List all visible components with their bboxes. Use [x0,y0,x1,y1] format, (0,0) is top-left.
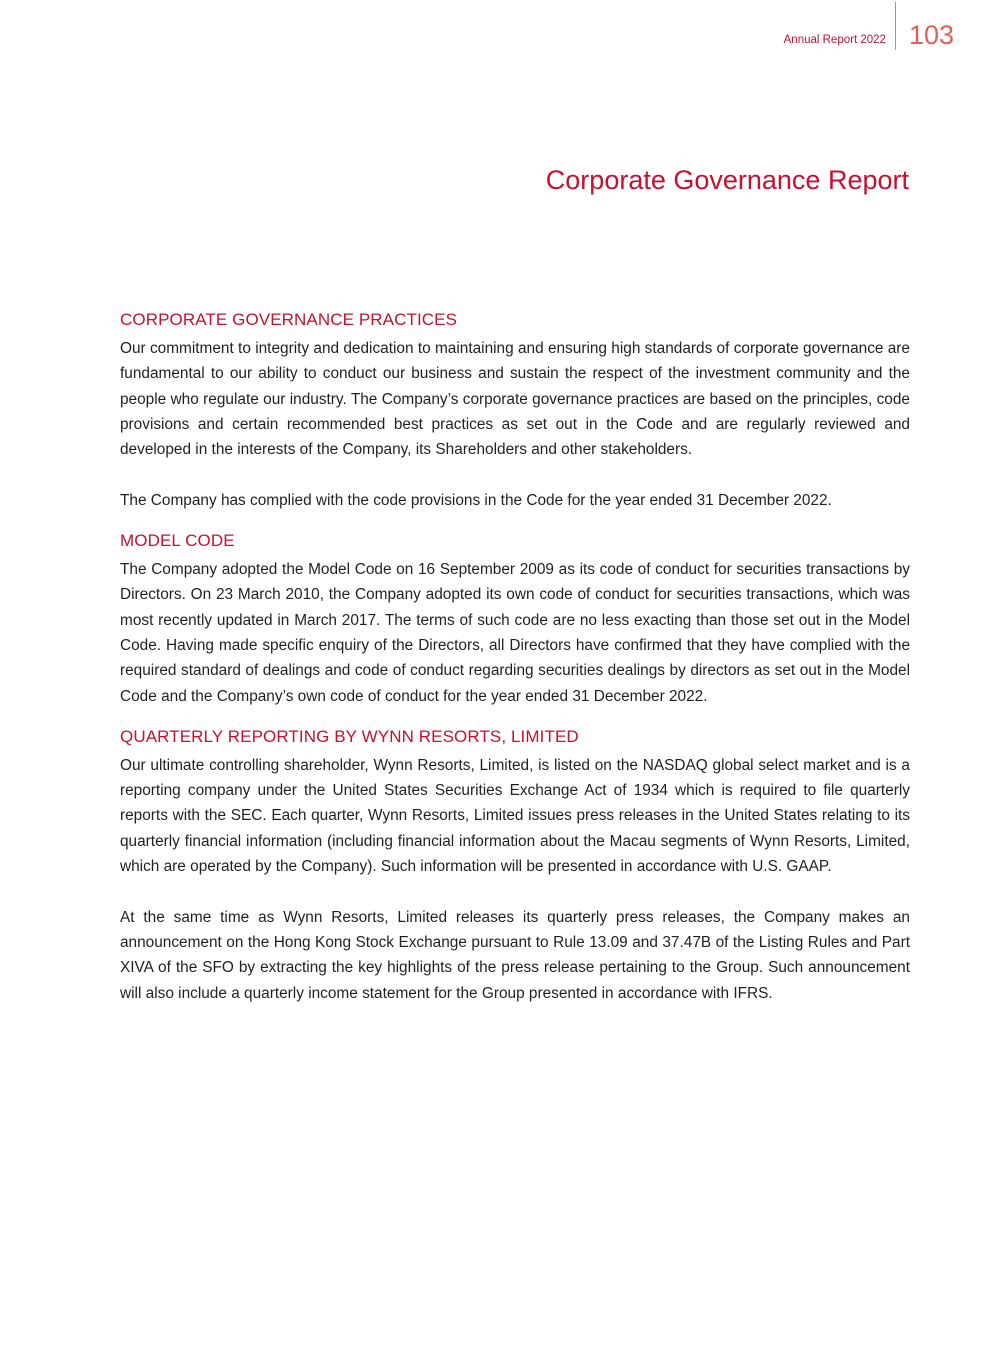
section-heading: QUARTERLY REPORTING BY WYNN RESORTS, LIMITED [120,726,579,746]
paragraph: At the same time as Wynn Resorts, Limited releases its quarterly press releases, the Company makes an announcement on the Hong Kong Stock Exchange pursuant to Rule 13.09 and 37.47B of the Listing Rules and Part XIVA of the SFO by extracting the key highlights of the press release pertaining to the Group. Such announcement will also include a quarterly income statement for the Group presented in accordance with IFRS. [120,908,910,1002]
page-number: 103 [908,20,954,50]
section-corporate-governance-practices [120,310,910,513]
paragraph: Our commitment to integrity and dedication to maintaining and ensuring high standards of corporate governance are fundamental to our ability to conduct our business and sustain the respect of the investment community and the people who regulate our industry. The Company’s corporate governance practices are based on the principles, code provisions and certain recommended best practices as set out in the Code and are regularly reviewed and developed in the interests of the Company, its Shareholders and other stakeholders. [120,340,910,459]
paragraph: Our ultimate controlling shareholder, Wynn Resorts, Limited, is listed on the NASDAQ global select market and is a reporting company under the United States Securities Exchange Act of 1934 which is required to file quarterly reports with the SEC. Each quarter, Wynn Resorts, Limited issues press releases in the United States relating to its quarterly financial information (including financial information about the Macau segments of Wynn Resorts, Limited, which are operated by the Company). Such information will be presented in accordance with U.S. GAAP. [120,756,910,876]
main-content [120,310,910,1006]
report-label: Annual Report 2022 [783,34,886,46]
header-divider [895,2,896,50]
page-title: Corporate Governance Report [545,165,909,195]
section-model-code [120,531,910,709]
page-header [784,0,954,50]
paragraph: The Company has complied with the code provisions in the Code for the year ended 31 December 2022. [120,491,832,509]
section-quarterly-reporting [120,727,910,1006]
section-heading: CORPORATE GOVERNANCE PRACTICES [120,310,458,329]
paragraph: The Company adopted the Model Code on 16 September 2009 as its code of conduct for securities transactions by Directors. On 23 March 2010, the Company adopted its own code of conduct for securities transactions, which was most recently updated in March 2017. The terms of such code are no less exacting than those set out in the Model Code. Having made specific enquiry of the Directors, all Directors have confirmed that they have complied with the required standard of dealings and code of conduct regarding securities dealings by directors as set out in the Model Code and the Company’s own code of conduct for the year ended 31 December 2022. [120,561,910,705]
section-heading: MODEL CODE [120,531,235,551]
